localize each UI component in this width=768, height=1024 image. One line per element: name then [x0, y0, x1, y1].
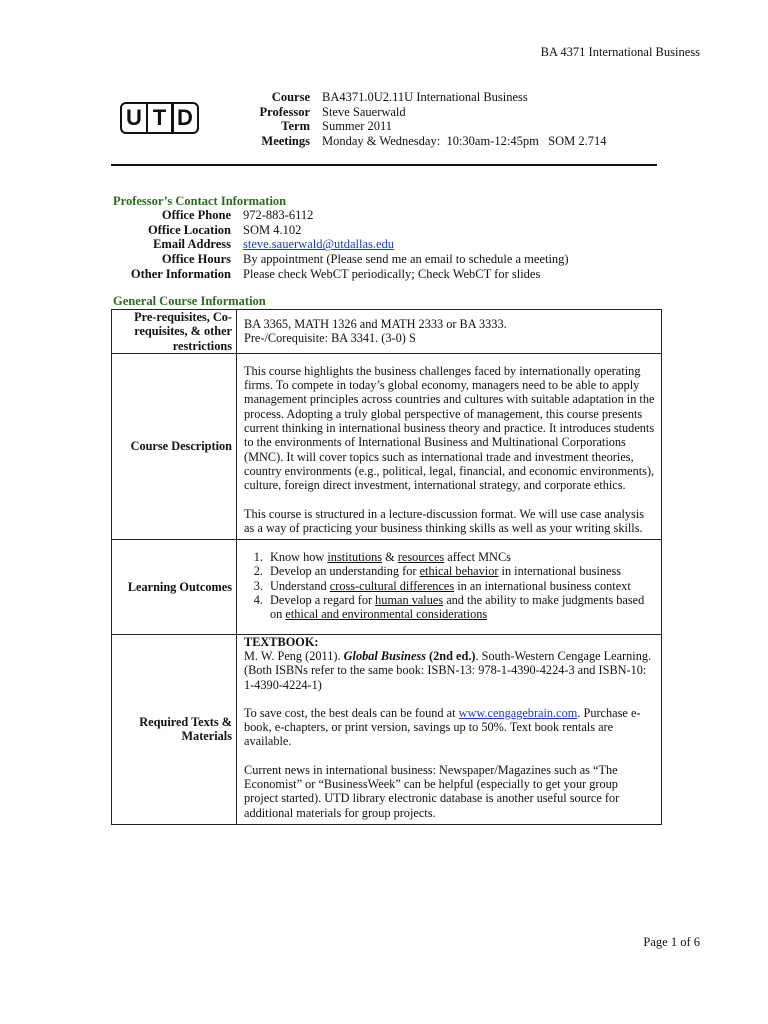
general-section-title: General Course Information [113, 294, 266, 308]
outcome-term: resources [397, 550, 445, 565]
outcomes-list [244, 550, 655, 621]
outcome-text: affect MNCs [444, 550, 511, 565]
outcome-term: institutions [327, 550, 383, 565]
page-number: Page 1 of 6 [643, 935, 700, 949]
term-row [240, 119, 607, 134]
textbook-paragraph [244, 635, 655, 692]
term-value: Summer 2011 [322, 119, 393, 133]
email-link[interactable]: steve.sauerwald@utdallas.edu [243, 237, 395, 252]
course-value: BA4371.0U2.11U International Business [322, 90, 528, 104]
contact-row [113, 208, 569, 223]
description-paragraph: This course highlights the business challenges faced by internationally operating firms. To compete in today’s global economy, managers need to be able to apply management principles across countries and cultures with suitable adaptation in the process. Adopting a truly global perspective of management, this course presents current thinking in international business theory and practice. It introduces students to the environments of International Business and Multinational Corporations (MNC). It will cover topics such as international trade and investment theories, country environments (e.g., political, legal, financial, and economic environments), culture, foreign direct investment, international strategy, and corporate ethics. [244, 363, 655, 493]
table-row [112, 353, 662, 539]
course-row [240, 90, 607, 105]
outcome-text: & [382, 550, 398, 565]
textbook-title: Global Business [343, 648, 426, 663]
prereq-cell [237, 310, 662, 354]
learning-outcomes-cell [237, 540, 662, 634]
cost-text: . Purchase e-book, e-chapters, or print version, savings up to 50%. Text book rentals are available. [244, 705, 641, 749]
professor-label: Professor [259, 104, 310, 119]
outcome-term: ethical and environmental considerations [285, 607, 488, 622]
professor-value: Steve Sauerwald [322, 104, 406, 119]
cost-text: To save cost, the best deals can be found at [244, 705, 459, 720]
other-info-label: Other Information [130, 266, 231, 281]
description-paragraph: This course is structured in a lecture-discussion format. We will use case analysis as a way of practicing your business thinking skills as well as your writing skills. [244, 506, 645, 535]
outcome-text: in international business [498, 564, 622, 579]
textbook-author: M. W. Peng (2011). [244, 648, 344, 663]
course-description-label: Course Description [112, 353, 237, 539]
professor-row [240, 105, 607, 120]
meetings-row [240, 134, 607, 149]
contact-info-block [113, 208, 569, 282]
learning-outcomes-label: Learning Outcomes [112, 540, 237, 634]
outcome-term: ethical behavior [419, 564, 499, 579]
office-phone-label: Office Phone [161, 208, 231, 222]
meetings-value: Monday & Wednesday: 10:30am-12:45pm SOM 2.714 [322, 133, 607, 148]
table-row [112, 310, 662, 354]
office-location-label: Office Location [148, 222, 231, 237]
outcome-text: and the ability to make judgments based on [270, 593, 645, 622]
prereq-line: Pre-/Corequisite: BA 3341. (3-0) S [244, 331, 416, 346]
textbook-heading: TEXTBOOK: [244, 634, 319, 649]
term-label: Term [281, 119, 310, 133]
cengage-link[interactable]: www.cengagebrain.com [458, 705, 578, 720]
outcome-text: Understand [270, 578, 330, 593]
table-row [112, 540, 662, 634]
other-info-value: Please check WebCT periodically; Check WebCT for slides [243, 266, 541, 281]
news-paragraph: Current news in international business: Newspaper/Magazines such as “The Economist” or “BusinessWeek” can be helpful (especially to get your group project started). UTD library electronic database is another useful source for additional materials for group projects. [244, 762, 620, 820]
list-item [266, 550, 655, 564]
prereq-line: BA 3365, MATH 1326 and MATH 2333 or BA 3333. [244, 317, 507, 332]
textbook-details: . South-Western Cengage Learning. (Both ISBNs refer to the same book: ISBN-13: 978-1-4390-4224-3 and ISBN-10: 1-4390-4224-1) [244, 648, 652, 692]
office-location-value: SOM 4.102 [243, 222, 302, 237]
course-description-cell [237, 353, 662, 539]
list-item [266, 593, 655, 622]
prereq-label: Pre-requisites, Co-requisites, & other restrictions [112, 310, 237, 354]
logo-letter: D [171, 102, 199, 134]
required-texts-cell [237, 634, 662, 824]
page-header-title: BA 4371 International Business [540, 45, 700, 59]
contact-section-title: Professor’s Contact Information [113, 194, 287, 208]
textbook-edition: (2nd ed.) [425, 648, 476, 663]
outcome-term: cross-cultural differences [329, 578, 455, 593]
course-info-block [240, 90, 607, 148]
contact-row [113, 237, 569, 252]
outcome-term: human values [375, 593, 444, 608]
contact-row [113, 267, 569, 282]
course-info-table [111, 309, 662, 825]
list-item [266, 564, 655, 578]
list-item [266, 579, 655, 593]
header-divider [111, 164, 657, 166]
course-label: Course [271, 90, 310, 104]
office-phone-value: 972-883-6112 [243, 208, 314, 222]
cost-paragraph [244, 706, 655, 749]
contact-row [113, 223, 569, 238]
meetings-label: Meetings [261, 133, 310, 148]
email-label: Email Address [153, 237, 231, 252]
utd-logo [120, 102, 199, 134]
contact-row [113, 252, 569, 267]
required-texts-label: Required Texts & Materials [112, 634, 237, 824]
office-hours-value: By appointment (Please send me an email to schedule a meeting) [243, 252, 569, 267]
logo-letter: T [146, 102, 174, 134]
outcome-text: in an international business context [454, 578, 631, 593]
logo-letter: U [120, 102, 148, 134]
office-hours-label: Office Hours [161, 252, 231, 267]
outcome-text: Know how [270, 550, 328, 565]
table-row [112, 634, 662, 824]
outcome-text: Develop an understanding for [270, 564, 420, 579]
outcome-text: Develop a regard for [270, 593, 376, 608]
